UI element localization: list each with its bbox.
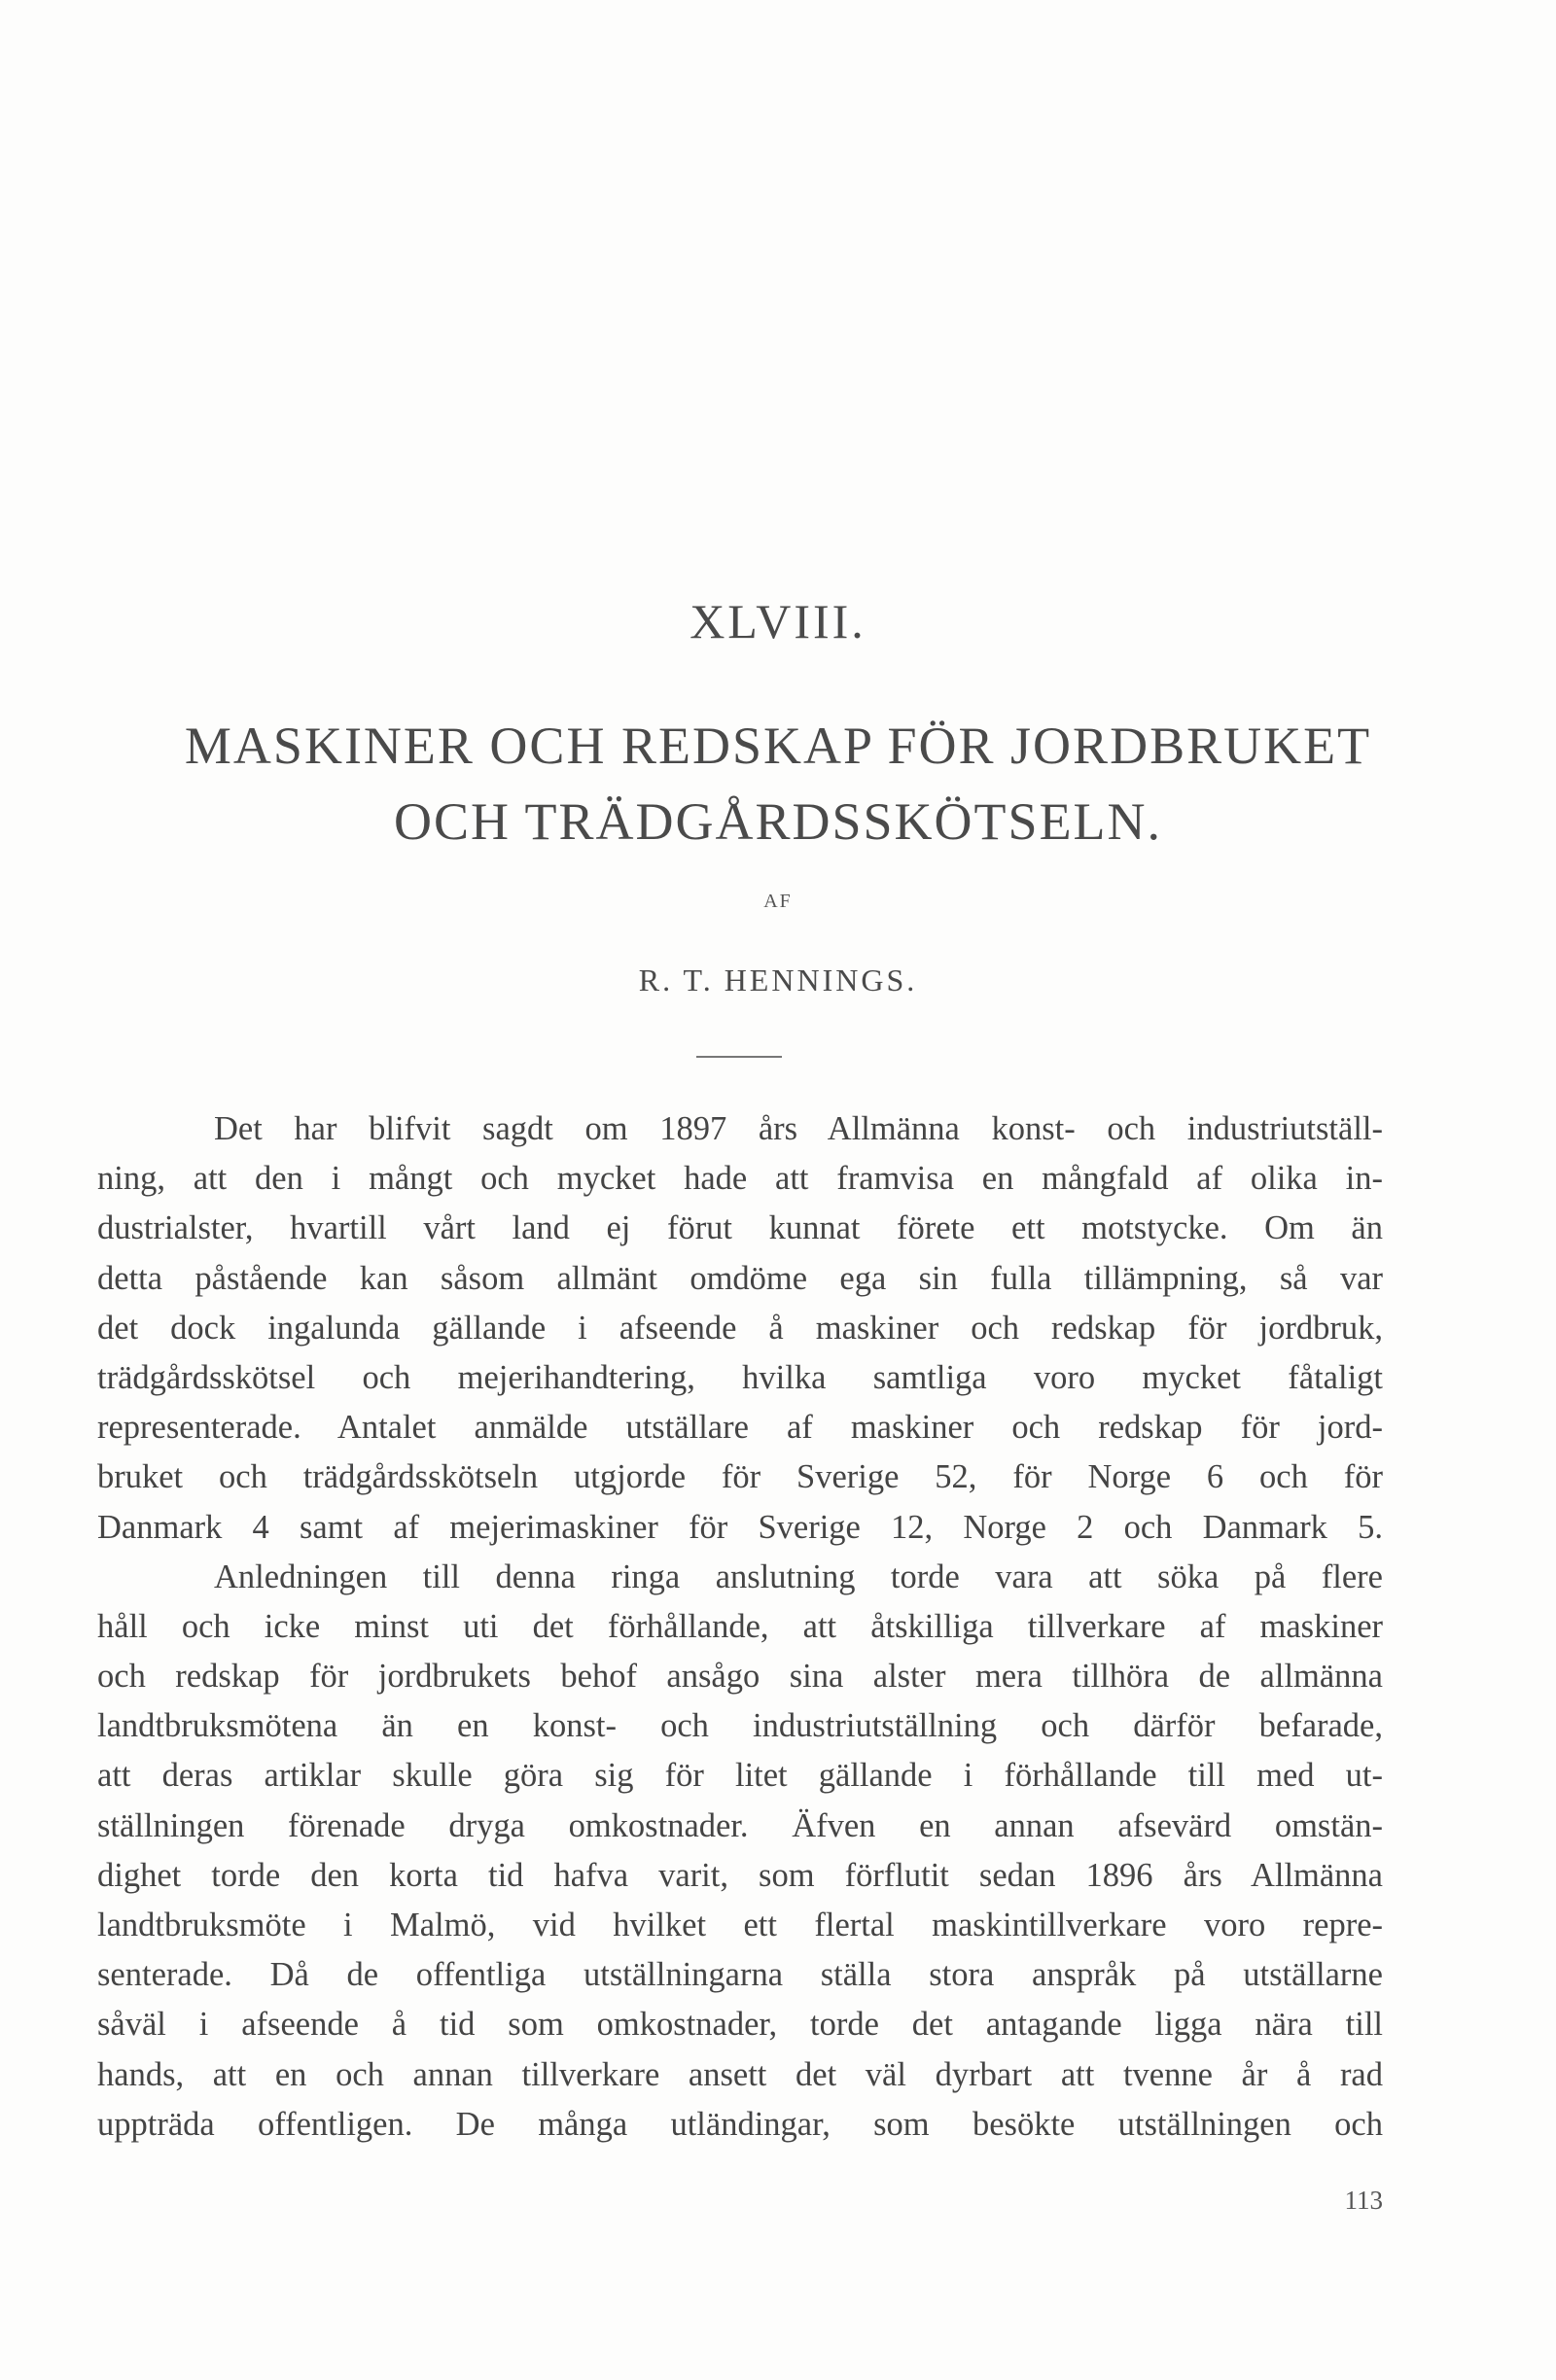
text-line: dustrialster, hvartill vårt land ej förut kunnat förete ett motstycke. Om än <box>97 1209 1383 1247</box>
text-line: representerade. Antalet anmälde utställare af maskiner och redskap för jord- <box>97 1409 1383 1447</box>
byline-prefix: AF <box>763 891 793 912</box>
text-line: landtbruksmötena än en konst- och industriutställning och därför befarade, <box>97 1707 1383 1745</box>
text-line: ställningen förenade dryga omkostnader. Äfven en annan afsevärd omstän- <box>97 1806 1383 1844</box>
text-line: landtbruksmöte i Malmö, vid hvilket ett flertal maskintillverkare voro repre- <box>97 1907 1383 1943</box>
article-title <box>0 708 1556 859</box>
text-line: senterade. Då de offentliga utställningarna ställa stora anspråk på utställarne <box>97 1956 1383 1994</box>
text-line: att deras artiklar skulle göra sig för litet gällande i förhållande till med ut- <box>97 1757 1383 1795</box>
text-line: hands, att en och annan tillverkare ansett det väl dyrbart att tvenne år å rad <box>97 2055 1383 2093</box>
separator-rule <box>696 1056 782 1058</box>
text-line: bruket och trädgårdsskötseln utgjorde för Sverige 52, för Norge 6 och för <box>97 1458 1383 1496</box>
text-line: såväl i afseende å tid som omkostnader, torde det antagande ligga nära till <box>97 2006 1383 2044</box>
text-line: dighet torde den korta tid hafva varit, som förflutit sedan 1896 års Allmänna <box>97 1856 1383 1894</box>
page-number: 113 <box>1344 2186 1383 2215</box>
text-line: Danmark 4 samt af mejerimaskiner för Sverige 12, Norge 2 och Danmark 5. <box>97 1508 1383 1546</box>
title-line: MASKINER OCH REDSKAP FÖR JORDBRUKET <box>184 717 1372 775</box>
title-line: OCH TRÄDGÅRDSSKÖTSELN. <box>393 792 1163 851</box>
text-line: och redskap för jordbrukets behof ansågo sina alster mera tillhöra de allmänna <box>97 1658 1383 1696</box>
text-line: trädgårdsskötsel och mejerihandtering, hvilka samtliga voro mycket fåtaligt <box>97 1358 1383 1396</box>
text-line: Anledningen till denna ringa anslutning torde vara att söka på flere <box>214 1558 1383 1595</box>
text-line: håll och icke minst uti det förhållande, att åtskilliga tillverkare af maskiner <box>97 1607 1383 1645</box>
text-line: det dock ingalunda gällande i afseende å maskiner och redskap för jordbruk, <box>97 1309 1383 1347</box>
text-line: detta påstående kan såsom allmänt omdöme ega sin fulla tillämpning, så var <box>97 1259 1383 1297</box>
text-line: ning, att den i mångt och mycket hade att framvisa en mångfald af olika in- <box>97 1160 1383 1198</box>
text-line: Det har blifvit sagdt om 1897 års Allmänna konst- och industriutställ- <box>214 1110 1383 1147</box>
body-text <box>97 1104 1383 2150</box>
chapter-number: XLVIII. <box>690 594 866 648</box>
author-name: R. T. HENNINGS. <box>638 962 918 998</box>
text-line: uppträda offentligen. De många utländingar, som besökte utställningen och <box>97 2105 1383 2143</box>
